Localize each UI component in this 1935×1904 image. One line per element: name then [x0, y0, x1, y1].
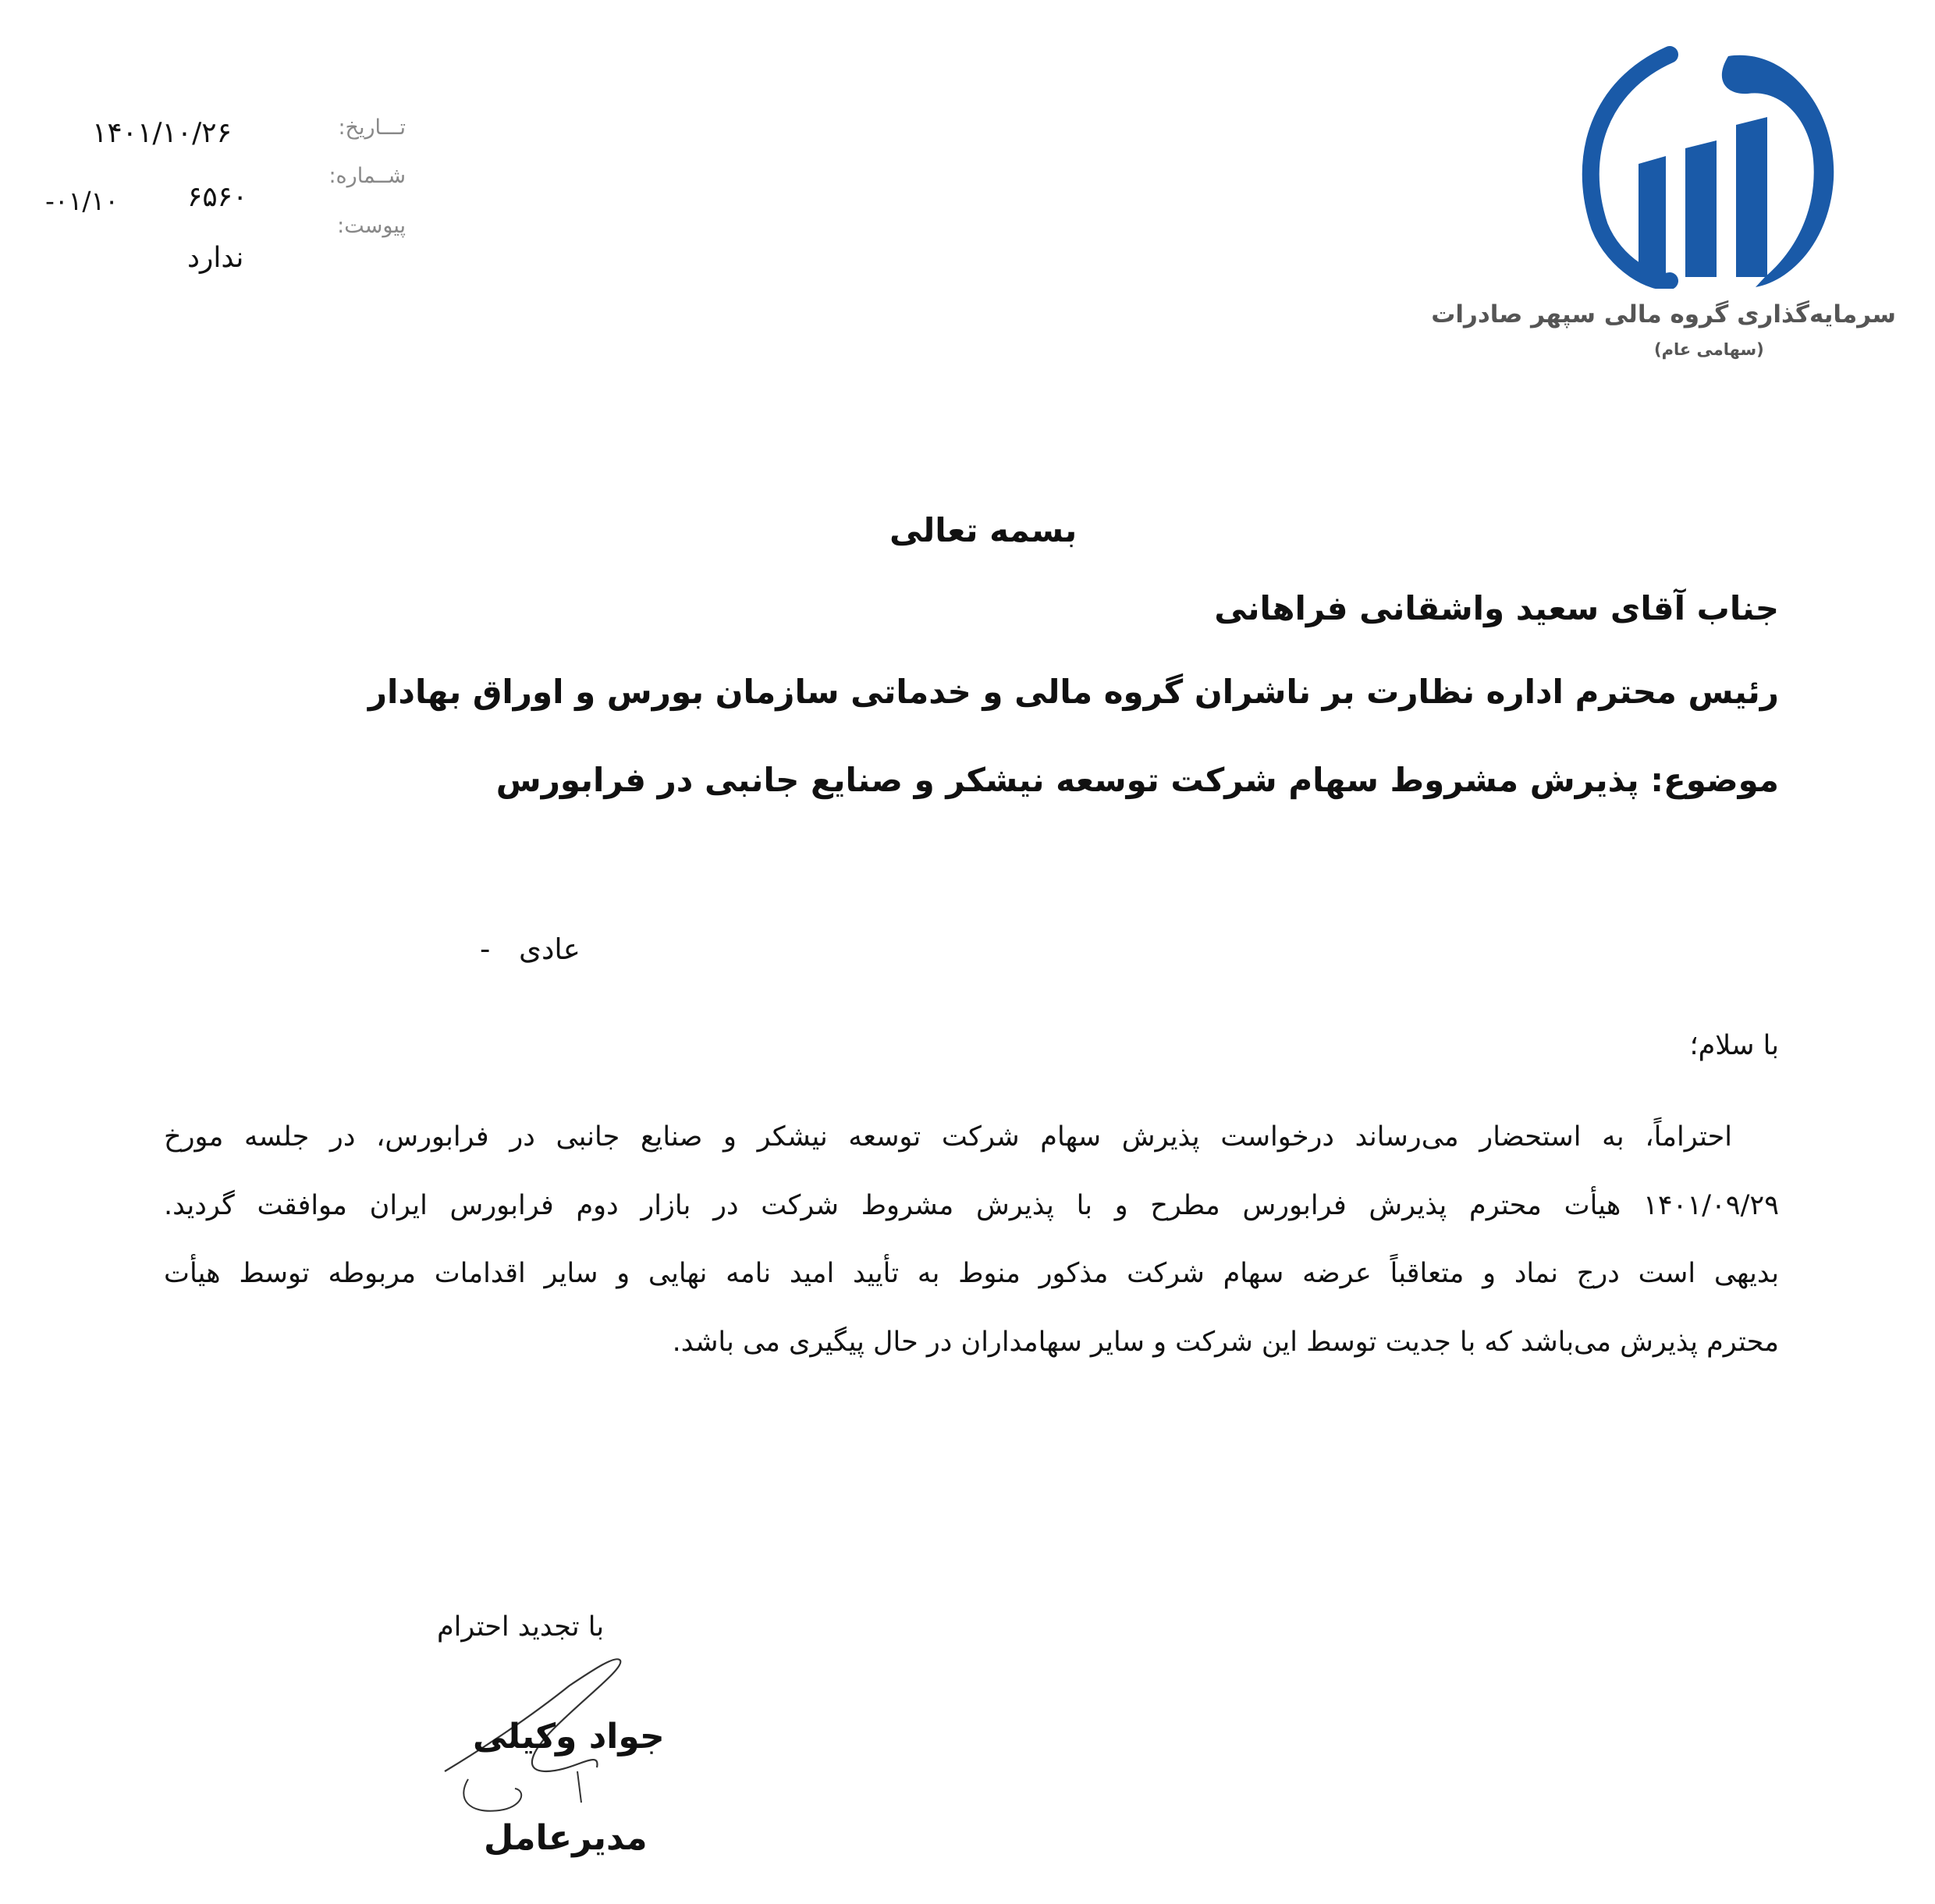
number-suffix: ۰۱/۱۰- [45, 186, 119, 216]
company-name: سرمایه‌گذاری گروه مالی سپهر صادرات [1431, 300, 1896, 329]
date-label: تـــاریخ: [338, 115, 406, 140]
closing: با تجدید احترام [437, 1611, 605, 1643]
date-value: ۱۴۰۱/۱۰/۲۶ [92, 117, 232, 149]
number-label: شــماره: [328, 164, 406, 188]
attachment-value: ندارد [187, 242, 244, 274]
company-logo-icon [1568, 39, 1841, 289]
body-line: ۱۴۰۱/۰۹/۲۹ هیأت محترم پذیرش فرابورس مطرح و با پذیرش مشروط شرکت در بازار دوم فرابورس ایران موافقت گردید. [164, 1190, 1779, 1221]
signer-name: جواد وکیلی [473, 1717, 665, 1757]
invocation: بسمه تعالی [889, 511, 1078, 549]
number-value: ۶۵۶۰ [187, 181, 248, 213]
recipient-title: رئیس محترم اداره نظارت بر ناشران گروه مالی و خدماتی سازمان بورس و اوراق بهادار [367, 673, 1779, 711]
company-subtitle: (سهامی عام) [1654, 340, 1764, 359]
subject: موضوع: پذیرش مشروط سهام شرکت توسعه نیشکر و صنایع جانبی در فرابورس [495, 761, 1779, 799]
classification-dash: - [480, 932, 491, 966]
body-line: محترم پذیرش می‌باشد که با جدیت توسط این شرکت و سایر سهامداران در حال پیگیری می باشد. [672, 1327, 1779, 1358]
greeting: با سلام؛ [1689, 1030, 1779, 1061]
signer-title: مدیرعامل [484, 1818, 648, 1858]
classification: عادی [519, 932, 580, 966]
body-line: بدیهی است درج نماد و متعاقباً عرضه سهام شرکت مذکور منوط به تأیید امید نامه نهایی و سایر اقدامات مربوطه توسط هیأت [164, 1258, 1779, 1289]
recipient-name: جناب آقای سعید واشقانی فراهانی [1214, 589, 1779, 627]
attachment-label: پیوست: [337, 214, 406, 238]
body-line: احتراماً، به استحضار می‌رساند درخواست پذیرش سهام شرکت توسعه نیشکر و صنایع جانبی در فرابورس، در جلسه مورخ [164, 1121, 1732, 1153]
